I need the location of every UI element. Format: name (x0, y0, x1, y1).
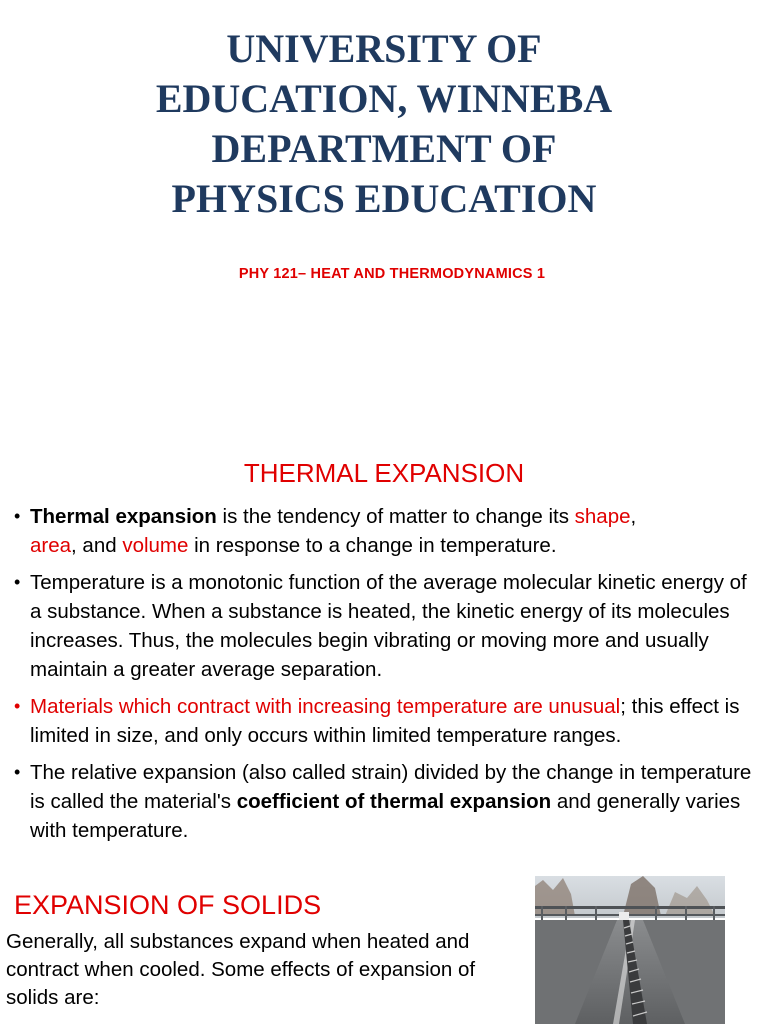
title-line: EDUCATION, WINNEBA (155, 76, 613, 121)
expansion-joint-image (535, 876, 725, 1024)
bullet-text: and generally varies with temperature. (30, 790, 741, 842)
bullet-text: , (630, 505, 637, 528)
expansion-joint-photo (535, 876, 725, 1024)
bullet-item (14, 568, 760, 684)
bullet-text: Temperature is a monotonic function of the average molecular kinetic energy of a substance. When a substance is heated, the kinetic energy of its molecules increases. Thus, the molecules begin vibrating or moving more and usually maintain a greater average separation. (30, 571, 747, 681)
bullet-text-highlight: Materials which contract with increasing temperature are unusual (30, 695, 621, 718)
bullet-item (14, 692, 760, 750)
bullet-text: in response to a change in temperature. (188, 534, 557, 557)
page-title (0, 24, 768, 224)
thermal-expansion-heading: THERMAL EXPANSION (243, 458, 525, 488)
term-thermal-expansion: Thermal expansion (30, 505, 217, 528)
title-line: PHYSICS EDUCATION (171, 176, 597, 221)
title-line: DEPARTMENT OF (211, 126, 557, 171)
bullet-text: The relative expansion (also called strain) divided by the change in temperature is called the material's (30, 761, 752, 813)
title-line: UNIVERSITY OF (226, 26, 542, 71)
keyword-volume: volume (122, 534, 189, 557)
expansion-of-solids-heading: EXPANSION OF SOLIDS (14, 890, 322, 920)
term-coefficient: coefficient of thermal expansion (236, 790, 552, 813)
keyword-shape: shape (574, 505, 631, 528)
bullet-text: is the tendency of matter to change its (216, 505, 575, 528)
bullet-text: ; this effect is limited in size, and only occurs within limited temperature ranges. (30, 695, 740, 747)
expansion-of-solids-text: Generally, all substances expand when heated and contract when cooled. Some effects of expansion of solids are: (6, 930, 476, 1009)
keyword-area: area (30, 534, 72, 557)
thermal-expansion-bullets (14, 502, 760, 853)
bullet-item (14, 502, 760, 560)
course-title: PHY 121– HEAT AND THERMODYNAMICS 1 (238, 266, 546, 282)
bullet-text: , and (71, 534, 123, 557)
bullet-item (14, 758, 760, 845)
